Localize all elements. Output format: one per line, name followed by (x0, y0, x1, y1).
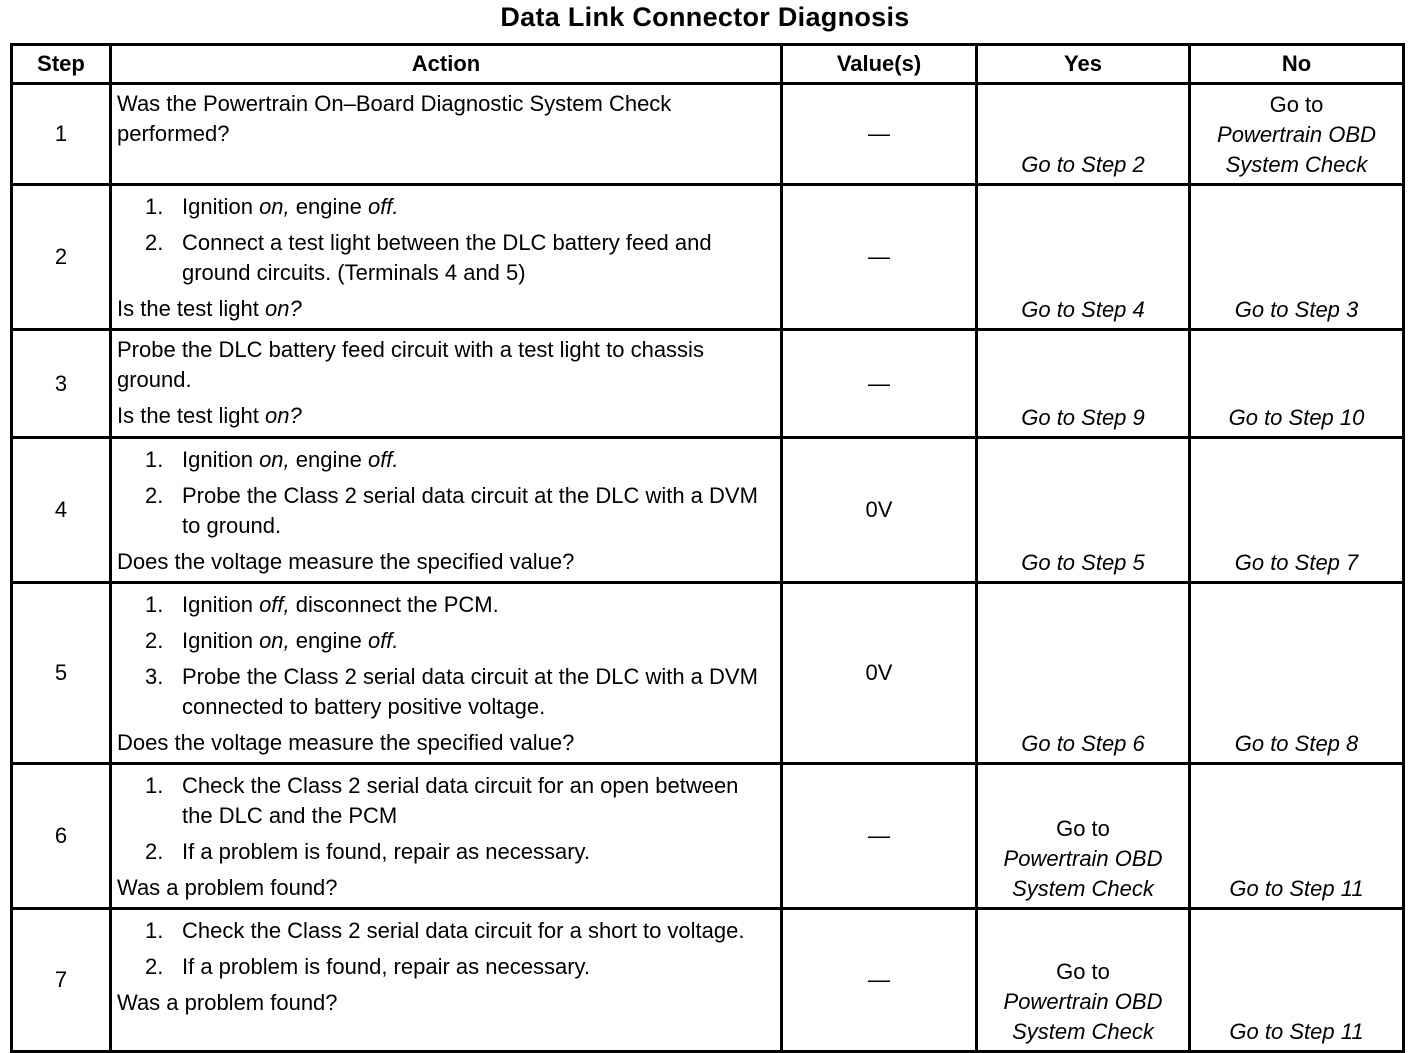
yes-cell (977, 764, 1190, 909)
action-steps (117, 445, 774, 541)
table-row (12, 583, 1404, 764)
action-question: Is the test light on? (117, 296, 302, 321)
action-step: 2. If a problem is found, repair as necessary. (145, 839, 591, 864)
action-question: Was a problem found? (117, 990, 338, 1015)
step-number: 2 (12, 185, 111, 330)
yes-cell (977, 438, 1190, 583)
value-cell: — (782, 764, 977, 909)
yes-goto: Go to Step 4 (1021, 297, 1145, 322)
table-row (12, 330, 1404, 438)
value-cell: — (782, 330, 977, 438)
yes-cell (977, 909, 1190, 1052)
yes-cell (977, 583, 1190, 764)
step-number: 6 (12, 764, 111, 909)
no-goto: Go to Step 3 (1234, 297, 1359, 322)
table-row (12, 438, 1404, 583)
action-cell (111, 909, 782, 1052)
action-step: 2. Connect a test light between the DLC battery feed and ground circuits. (Terminals 4 and 5) (145, 230, 712, 285)
no-goto: Go to Step 7 (1234, 550, 1359, 575)
action-cell (111, 185, 782, 330)
action-cell (111, 583, 782, 764)
no-goto-prefix: Go to (1269, 92, 1324, 117)
no-goto: Go to Step 11 (1229, 1019, 1364, 1044)
step-number: 4 (12, 438, 111, 583)
yes-goto-prefix: Go to (1056, 959, 1110, 984)
table-row (12, 764, 1404, 909)
diagnosis-table (10, 43, 1405, 1053)
action-step: 2. Probe the Class 2 serial data circuit at the DLC with a DVM to ground. (145, 483, 758, 538)
table-row (12, 185, 1404, 330)
no-goto: Powertrain OBD System Check (1217, 122, 1376, 177)
header-values: Value(s) (782, 45, 977, 84)
no-cell (1190, 185, 1404, 330)
action-question: Does the voltage measure the specified value? (117, 549, 575, 574)
action-steps (117, 916, 774, 982)
yes-goto: Go to Step 9 (1021, 405, 1145, 430)
no-goto: Go to Step 11 (1229, 876, 1364, 901)
step-number: 5 (12, 583, 111, 764)
yes-goto: Go to Step 5 (1021, 550, 1145, 575)
yes-cell (977, 330, 1190, 438)
value-cell: — (782, 84, 977, 185)
table-header-row (12, 45, 1404, 84)
action-step: 1. Check the Class 2 serial data circuit for an open between the DLC and the PCM (145, 773, 739, 828)
yes-goto-prefix: Go to (1056, 816, 1110, 841)
no-goto: Go to Step 8 (1234, 731, 1359, 756)
action-step: 1. Check the Class 2 serial data circuit for a short to voltage. (145, 918, 745, 943)
no-cell (1190, 438, 1404, 583)
no-cell (1190, 330, 1404, 438)
action-cell (111, 764, 782, 909)
action-step: 1. Ignition on, engine off. (145, 447, 399, 472)
value-cell: — (782, 909, 977, 1052)
no-cell (1190, 909, 1404, 1052)
header-no: No (1190, 45, 1404, 84)
action-steps (117, 192, 774, 288)
no-goto: Go to Step 10 (1228, 405, 1365, 430)
action-cell (111, 330, 782, 438)
yes-cell (977, 185, 1190, 330)
yes-cell (977, 84, 1190, 185)
step-number: 3 (12, 330, 111, 438)
value-cell: 0V (782, 583, 977, 764)
table-row (12, 84, 1404, 185)
no-cell (1190, 764, 1404, 909)
no-cell (1190, 84, 1404, 185)
yes-goto: Powertrain OBD System Check (1003, 989, 1163, 1044)
yes-goto: Powertrain OBD System Check (1003, 846, 1163, 901)
yes-goto: Go to Step 2 (1021, 152, 1145, 177)
action-step: 2. Ignition on, engine off. (145, 628, 399, 653)
step-number: 7 (12, 909, 111, 1052)
step-number: 1 (12, 84, 111, 185)
action-step: 1. Ignition off, disconnect the PCM. (145, 592, 499, 617)
no-cell (1190, 583, 1404, 764)
header-action: Action (111, 45, 782, 84)
value-cell: 0V (782, 438, 977, 583)
action-step: 2. If a problem is found, repair as necessary. (145, 954, 591, 979)
table-row (12, 909, 1404, 1052)
action-steps (117, 590, 774, 722)
action-question: Was a problem found? (117, 875, 338, 900)
action-cell (111, 438, 782, 583)
action-text: Probe the DLC battery feed circuit with a test light to chassis ground. (117, 337, 704, 392)
value-cell: — (782, 185, 977, 330)
action-step: 1. Ignition on, engine off. (145, 194, 399, 219)
action-text: Was the Powertrain On–Board Diagnostic System Check performed? (117, 91, 672, 146)
yes-goto: Go to Step 6 (1021, 731, 1145, 756)
action-step: 3. Probe the Class 2 serial data circuit at the DLC with a DVM connected to battery positive voltage. (145, 664, 758, 719)
action-cell (111, 84, 782, 185)
action-question: Does the voltage measure the specified value? (117, 730, 575, 755)
page-title: Data Link Connector Diagnosis (500, 2, 910, 32)
action-steps (117, 771, 774, 867)
action-question: Is the test light on? (117, 403, 302, 428)
header-step: Step (12, 45, 111, 84)
header-yes: Yes (977, 45, 1190, 84)
